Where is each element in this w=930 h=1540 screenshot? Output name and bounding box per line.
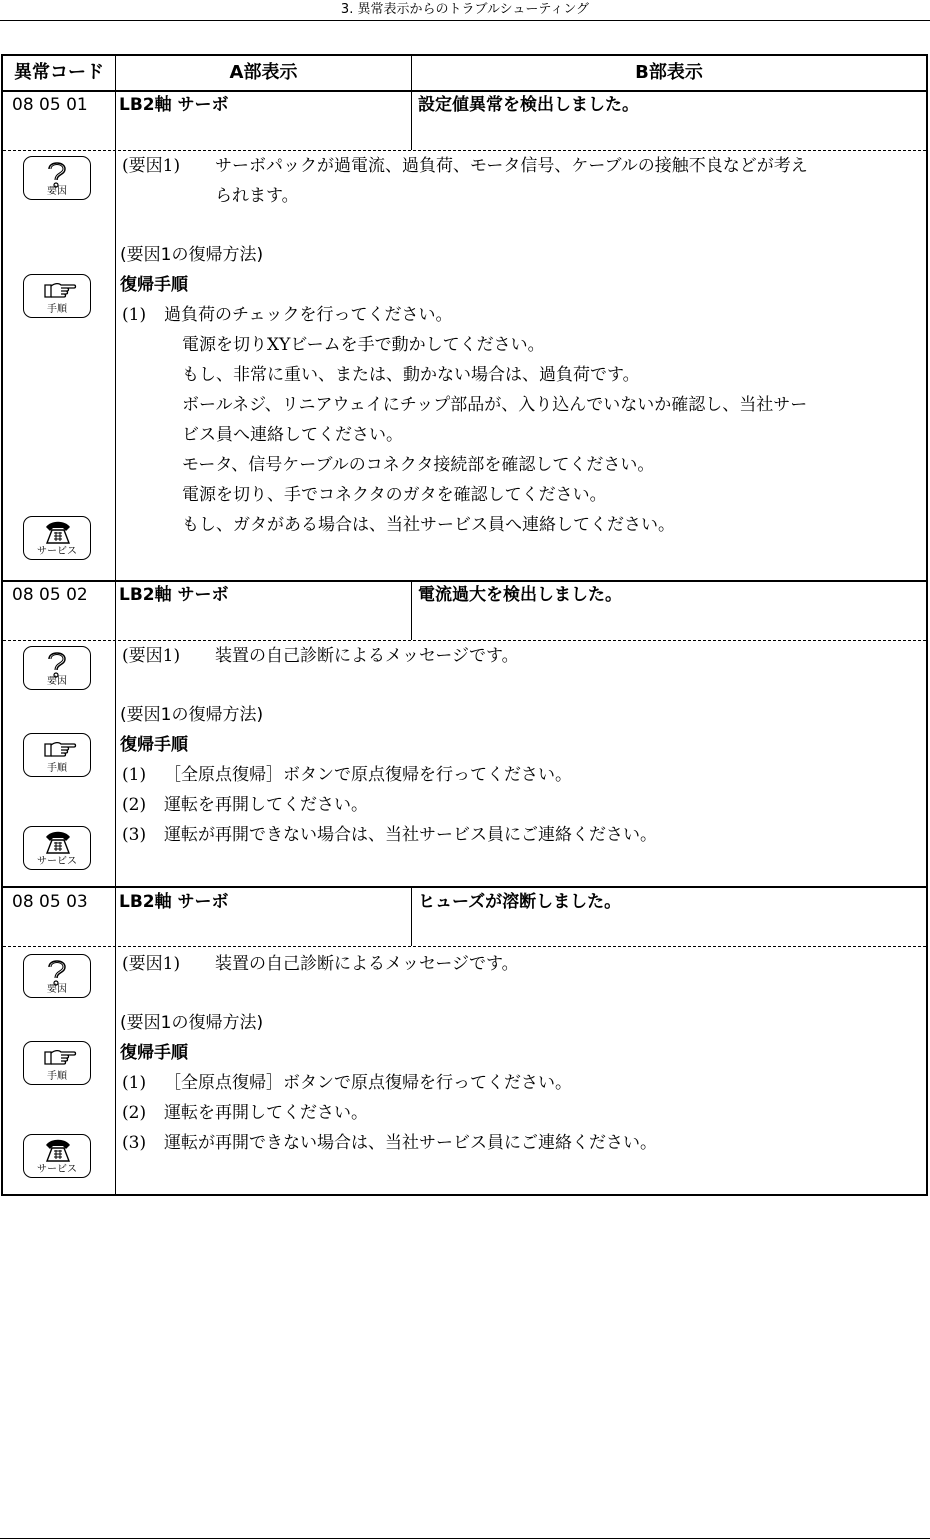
recovery-title: (要因1の復帰方法) <box>120 245 264 265</box>
procedure-title: 復帰手順 <box>120 275 188 295</box>
procedure-icon: 手順 <box>23 1041 91 1085</box>
header-code: 異常コード <box>14 62 104 83</box>
detail-line: モータ、信号ケーブルのコネクタ接続部を確認してください。 <box>182 455 655 475</box>
step-number: (2) <box>122 795 147 815</box>
cause-text-cont: られます。 <box>215 186 299 206</box>
cause-text: 装置の自己診断によるメッセージです。 <box>215 954 519 974</box>
cause-icon: 要因 <box>23 646 91 690</box>
service-icon: サービス <box>23 1134 91 1178</box>
column-divider <box>115 56 116 1194</box>
detail-line: ビス員へ連絡してください。 <box>182 425 403 445</box>
error-code: 08 05 03 <box>12 892 88 912</box>
step-text: ［全原点復帰］ボタンで原点復帰を行ってください。 <box>164 1073 572 1093</box>
step-text: 運転を再開してください。 <box>164 795 368 815</box>
error-table <box>1 54 928 1196</box>
cause-icon: 要因 <box>23 954 91 998</box>
step-text: ［全原点復帰］ボタンで原点復帰を行ってください。 <box>164 765 572 785</box>
footer-rule <box>0 1538 930 1539</box>
detail-line: もし、ガタがある場合は、当社サービス員へ連絡してください。 <box>182 515 675 535</box>
recovery-title: (要因1の復帰方法) <box>120 705 264 725</box>
dashed-separator <box>3 946 926 947</box>
step-text: 運転を再開してください。 <box>164 1103 368 1123</box>
a-display: LB2軸 サーボ <box>119 95 229 115</box>
cause-text: 装置の自己診断によるメッセージです。 <box>215 646 519 666</box>
b-display: ヒューズが溶断しました。 <box>418 892 622 912</box>
step-number: (3) <box>122 825 147 845</box>
error-code: 08 05 02 <box>12 585 88 605</box>
cause-label: (要因1) <box>122 954 181 974</box>
step-number: (2) <box>122 1103 147 1123</box>
step-number: (1) <box>122 765 147 785</box>
service-icon: サービス <box>23 516 91 560</box>
a-display: LB2軸 サーボ <box>119 892 229 912</box>
page-header: 3. 異常表示からのトラブルシューティング <box>0 0 930 21</box>
procedure-title: 復帰手順 <box>120 735 188 755</box>
b-display: 電流過大を検出しました。 <box>418 585 622 605</box>
header-rule <box>3 90 926 92</box>
step-number: (1) <box>122 305 147 325</box>
entry-rule <box>3 886 926 888</box>
step-text: 運転が再開できない場合は、当社サービス員にご連絡ください。 <box>164 825 657 845</box>
step-text: 運転が再開できない場合は、当社サービス員にご連絡ください。 <box>164 1133 657 1153</box>
cause-label: (要因1) <box>122 156 181 176</box>
cause-icon: 要因 <box>23 156 91 200</box>
cause-label: (要因1) <box>122 646 181 666</box>
procedure-icon: 手順 <box>23 733 91 777</box>
step-number: (3) <box>122 1133 147 1153</box>
header-b: B部表示 <box>635 62 703 83</box>
header-a: A部表示 <box>229 62 298 83</box>
detail-line: もし、非常に重い、または、動かない場合は、過負荷です。 <box>182 365 640 385</box>
a-display: LB2軸 サーボ <box>119 585 229 605</box>
procedure-icon: 手順 <box>23 274 91 318</box>
step-number: (1) <box>122 1073 147 1093</box>
column-divider <box>411 92 412 150</box>
b-display: 設定値異常を検出しました。 <box>418 95 639 115</box>
cause-text: サーボパックが過電流、過負荷、モータ信号、ケーブルの接触不良などが考え <box>215 156 808 176</box>
detail-line: 電源を切りXYビームを手で動かしてください。 <box>182 335 545 355</box>
step-text: 過負荷のチェックを行ってください。 <box>164 305 453 325</box>
entry-rule <box>3 580 926 582</box>
column-divider <box>411 888 412 946</box>
detail-line: 電源を切り、手でコネクタのガタを確認してください。 <box>182 485 607 505</box>
error-code: 08 05 01 <box>12 95 88 115</box>
procedure-title: 復帰手順 <box>120 1043 188 1063</box>
column-divider <box>411 582 412 640</box>
service-icon: サービス <box>23 826 91 870</box>
detail-line: ボールネジ、リニアウェイにチップ部品が、入り込んでいないか確認し、当社サー <box>182 395 808 415</box>
recovery-title: (要因1の復帰方法) <box>120 1013 264 1033</box>
